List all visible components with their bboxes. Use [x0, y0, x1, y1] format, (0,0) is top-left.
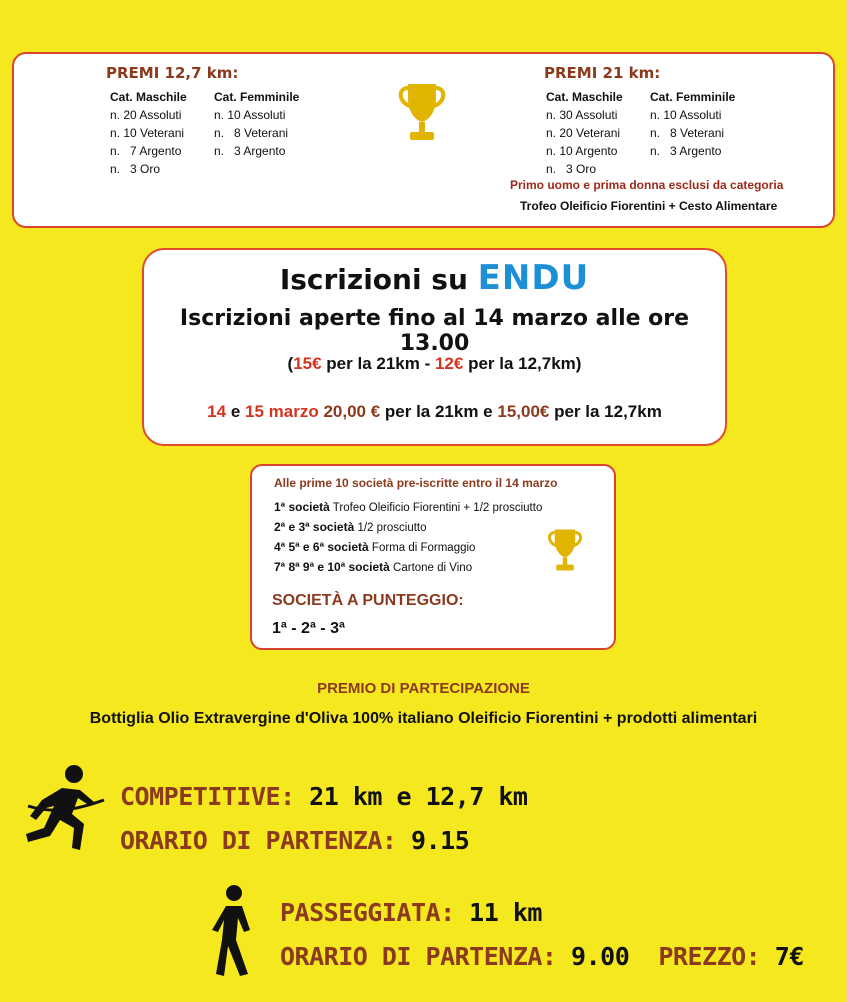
walk-price-value: 7€: [760, 942, 804, 971]
registration-title: [144, 258, 725, 298]
competitive-label: COMPETITIVE:: [120, 782, 295, 811]
premi-12-title: PREMI 12,7 km:: [106, 64, 239, 82]
premi-12-maschile: [110, 88, 187, 178]
participation-text: Bottiglia Olio Extravergine d'Oliva 100% italiano Oleificio Fiorentini + prodotti alimentari: [89, 710, 758, 727]
list-item: [274, 500, 542, 514]
price-text: per la 21km -: [321, 354, 435, 373]
trophy-icon: [396, 80, 448, 144]
price-21-early: 15€: [293, 354, 322, 373]
paren-open: (: [287, 354, 294, 373]
late-text: per la 12,7km: [549, 402, 662, 421]
list-item: n. 10 Assoluti: [214, 108, 286, 122]
list-item: n. 3 Oro: [110, 162, 161, 176]
list-item: n. 10 Veterani: [110, 126, 185, 140]
premi-21-note-red: Primo uomo e prima donna esclusi da categoria: [510, 178, 784, 192]
list-item: n. 7 Argento: [110, 144, 182, 158]
walk-start-line: [280, 942, 804, 971]
trophy-icon: [546, 526, 584, 574]
competitive-start-label: ORARIO DI PARTENZA:: [120, 826, 397, 855]
clubs-title: Alle prime 10 società pre-iscritte entro il 14 marzo: [274, 476, 558, 490]
list-item: n. 20 Assoluti: [110, 108, 182, 122]
walk-price-label: PREZZO:: [658, 942, 761, 971]
walk-start-value: 9.00: [556, 942, 630, 971]
participation-title: PREMIO DI PARTECIPAZIONE: [317, 680, 530, 697]
club-rank: 1ª società: [274, 500, 330, 514]
list-item: [274, 520, 427, 534]
list-item: n. 30 Assoluti: [546, 108, 618, 122]
premi-21-maschile-header: Cat. Maschile: [546, 90, 623, 104]
club-prize: Forma di Formaggio: [368, 542, 476, 554]
list-item: n. 10 Argento: [546, 144, 618, 158]
registration-box: [142, 248, 727, 446]
list-item: n. 3 Oro: [546, 162, 597, 176]
registration-price-early: [144, 354, 725, 374]
walker-icon: [204, 884, 264, 980]
price-12-early: 12€: [434, 354, 464, 373]
list-item: n. 8 Veterani: [214, 126, 289, 140]
premi-21-maschile: [546, 88, 623, 178]
clubs-box: [250, 464, 616, 650]
club-prize: Cartone di Vino: [389, 562, 473, 574]
premi-12-femminile: [214, 88, 299, 160]
price-21-late: 20,00 €: [323, 402, 381, 421]
club-rank: 4ª 5ª e 6ª società: [274, 540, 369, 554]
list-item: n. 8 Veterani: [650, 126, 725, 140]
club-prize: Trofeo Oleificio Fiorentini + 1/2 prosciutto: [329, 502, 543, 514]
club-rank: 2ª e 3ª società: [274, 520, 355, 534]
walk-label: PASSEGGIATA:: [280, 898, 455, 927]
registration-price-late: [144, 402, 725, 422]
premi-21-title: PREMI 21 km:: [544, 64, 661, 82]
walk-line: [280, 898, 542, 927]
registration-title-prefix: Iscrizioni su: [279, 263, 468, 296]
list-item: [274, 560, 472, 574]
premi-21-femminile: [650, 88, 735, 160]
list-item: n. 10 Assoluti: [650, 108, 722, 122]
competitive-start-line: [120, 826, 469, 855]
late-text: per la 21km e: [380, 402, 498, 421]
premi-12-femminile-header: Cat. Femminile: [214, 90, 300, 104]
competitive-start-value: 9.15: [396, 826, 470, 855]
list-item: n. 3 Argento: [214, 144, 286, 158]
list-item: [274, 540, 475, 554]
club-prize: 1/2 prosciutto: [354, 522, 427, 534]
list-item: n. 3 Argento: [650, 144, 722, 158]
prizes-box: [12, 52, 835, 228]
list-item: n. 20 Veterani: [546, 126, 621, 140]
club-rank: 7ª 8ª 9ª e 10ª società: [274, 560, 390, 574]
premi-12-maschile-header: Cat. Maschile: [110, 90, 187, 104]
competitive-line: [120, 782, 527, 811]
competitive-value: 21 km e 12,7 km: [294, 782, 528, 811]
clubs-points-places: 1ª - 2ª - 3ª: [272, 620, 345, 637]
premi-21-femminile-header: Cat. Femminile: [650, 90, 736, 104]
runner-icon: [14, 762, 110, 858]
late-day-15: 15 marzo: [245, 402, 319, 421]
premi-21-note-black: Trofeo Oleificio Fiorentini + Cesto Alimentare: [520, 199, 778, 213]
late-text: e: [226, 402, 245, 421]
endu-brand: ENDU: [477, 258, 590, 298]
price-text: per la 12,7km): [463, 354, 582, 373]
late-day-14: 14: [207, 402, 227, 421]
registration-deadline: Iscrizioni aperte fino al 14 marzo alle ore 13.00: [179, 306, 690, 356]
clubs-points-title: SOCIETÀ A PUNTEGGIO:: [272, 592, 464, 609]
walk-start-label: ORARIO DI PARTENZA:: [280, 942, 557, 971]
price-12-late: 15,00€: [497, 402, 550, 421]
walk-value: 11 km: [454, 898, 542, 927]
